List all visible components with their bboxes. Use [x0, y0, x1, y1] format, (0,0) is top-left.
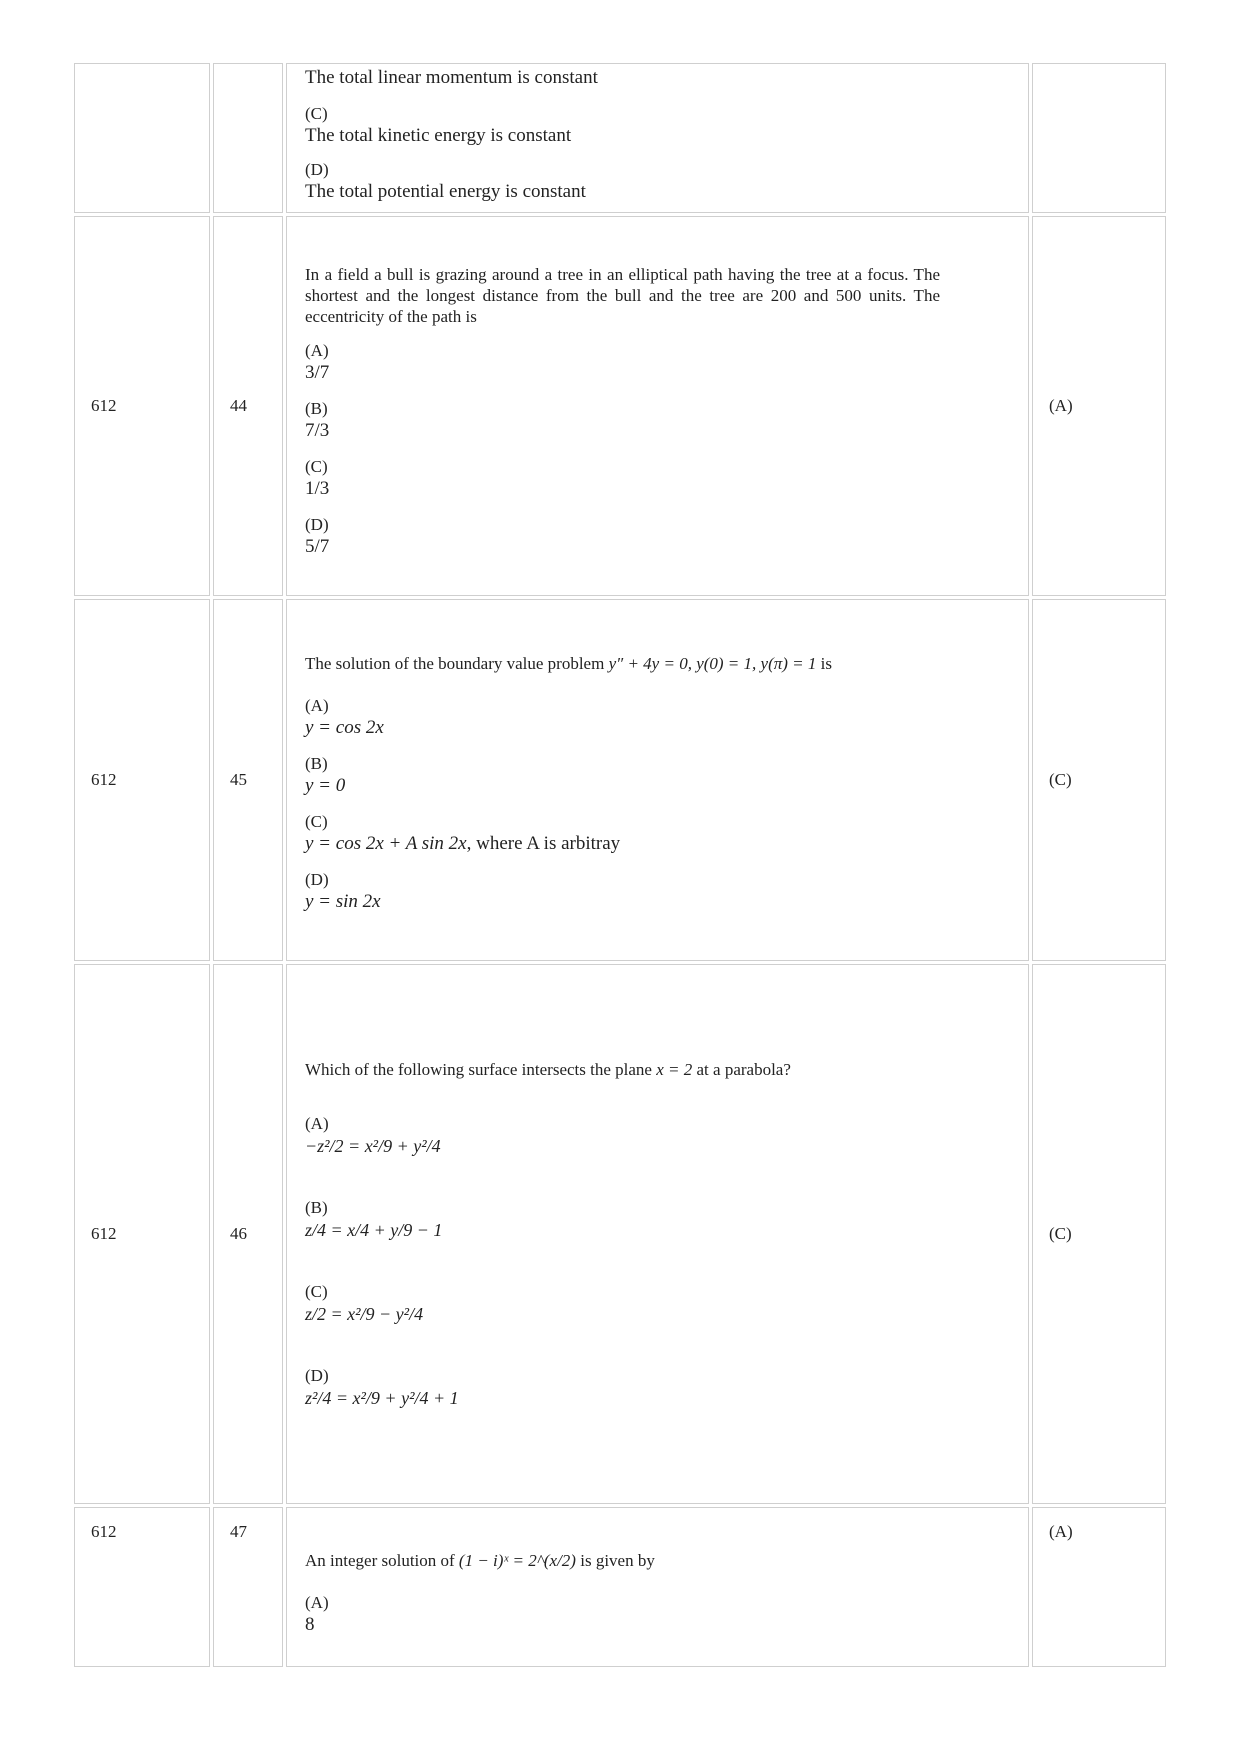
question-text: An integer solution of (1 − i)ˣ = 2^(x/2) is given by	[305, 1551, 655, 1570]
question-number-cell: 47	[213, 1507, 283, 1667]
table-row	[74, 599, 1166, 961]
table-row	[74, 1507, 1166, 1667]
option-a: (A) y = cos 2x	[305, 695, 384, 738]
option-c: (C) The total kinetic energy is constant	[305, 104, 572, 146]
question-table-page	[74, 60, 1166, 1670]
question-cell	[286, 599, 1029, 961]
answer-key-cell	[1032, 63, 1166, 213]
option-a: (A) 3/7	[305, 340, 330, 383]
paper-code-cell: 612	[74, 964, 210, 1504]
question-cell	[286, 63, 1029, 213]
option-d: (D) y = sin 2x	[305, 869, 381, 912]
table-row	[74, 216, 1166, 596]
option-b: (B) y = 0	[305, 753, 346, 796]
option-d: (D) 5/7	[305, 514, 330, 557]
question-number-cell: 45	[213, 599, 283, 961]
option-a: (A) 8	[305, 1593, 329, 1635]
answer-key-cell: (C)	[1032, 964, 1166, 1504]
option-d: (D) The total potential energy is constant	[305, 160, 586, 202]
question-table	[71, 60, 1169, 1670]
question-cell	[286, 964, 1029, 1504]
question-text: In a field a bull is grazing around a tree in an elliptical path having the tree at a focus. The shortest and the longest distance from the bull and the tree are 200 and 500 units. The eccentricity of the path is	[305, 264, 940, 326]
question-text: The solution of the boundary value problem y″ + 4y = 0, y(0) = 1, y(π) = 1 is	[305, 653, 832, 673]
option-b: (B) z/4 = x/4 + y/9 − 1	[305, 1197, 443, 1240]
option-b: (B) 7/3	[305, 398, 330, 441]
paper-code-cell	[74, 63, 210, 213]
option-c: (C) z/2 = x²/9 − y²/4	[305, 1281, 424, 1324]
answer-key-cell: (A)	[1032, 1507, 1166, 1667]
paper-code-cell: 612	[74, 599, 210, 961]
question-cell	[286, 216, 1029, 596]
question-number-cell	[213, 63, 283, 213]
paper-code-cell: 612	[74, 216, 210, 596]
answer-key-cell: (A)	[1032, 216, 1166, 596]
paper-code-cell: 612	[74, 1507, 210, 1667]
question-number-cell: 46	[213, 964, 283, 1504]
table-row	[74, 63, 1166, 213]
table-row	[74, 964, 1166, 1504]
option-a: (A) −z²/2 = x²/9 + y²/4	[305, 1113, 441, 1156]
option-c: (C) 1/3	[305, 456, 330, 499]
question-cell	[286, 1507, 1029, 1667]
option-b: The total linear momentum is constant	[305, 67, 598, 88]
answer-key-cell: (C)	[1032, 599, 1166, 961]
option-d: (D) z²/4 = x²/9 + y²/4 + 1	[305, 1365, 459, 1408]
question-text: Which of the following surface intersects the plane x = 2 at a parabola?	[305, 1059, 791, 1079]
option-c: (C) y = cos 2x + A sin 2x, where A is arbitray	[305, 811, 621, 854]
question-number-cell: 44	[213, 216, 283, 596]
